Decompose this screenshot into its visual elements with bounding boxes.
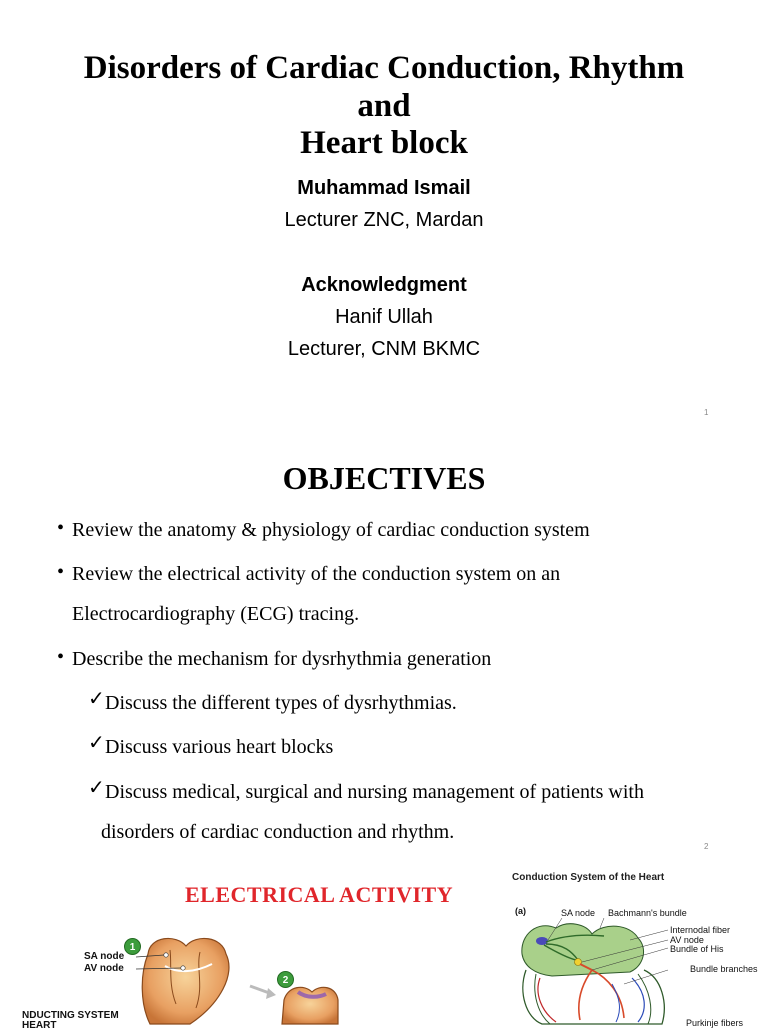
av-node-label: AV node bbox=[670, 935, 704, 945]
bullet-icon: • bbox=[57, 561, 65, 583]
panel-label: (a) bbox=[515, 906, 526, 916]
figure-caption-line-2: HEART bbox=[22, 1020, 57, 1031]
sa-node-label: SA node bbox=[561, 908, 596, 918]
author-name: Muhammad Ismail bbox=[297, 177, 471, 199]
step-badge-1: 1 bbox=[124, 938, 141, 955]
checkmark-icon: ✓ bbox=[88, 777, 105, 799]
sa-node-label: SA node bbox=[84, 951, 125, 962]
sub-objective-text: Discuss various heart blocks bbox=[105, 736, 334, 758]
objective-item bbox=[57, 561, 561, 586]
bundle-branches-label: Bundle branches bbox=[690, 964, 758, 974]
internodal-fiber-label: Internodal fiber bbox=[670, 925, 731, 935]
sub-objective-text-continued: disorders of cardiac conduction and rhythm. bbox=[101, 821, 455, 843]
figure-caption-line-1: NDUCTING SYSTEM bbox=[22, 1010, 119, 1021]
heart-1-shape bbox=[142, 938, 229, 1024]
objectives-title: OBJECTIVES bbox=[282, 460, 486, 496]
sub-objective-item bbox=[88, 688, 457, 715]
page-number: 2 bbox=[704, 842, 709, 851]
page-number: 1 bbox=[704, 408, 709, 417]
acknowledgment-role: Lecturer, CNM BKMC bbox=[287, 338, 481, 360]
bullet-icon: • bbox=[57, 646, 65, 668]
objective-item bbox=[57, 646, 492, 671]
acknowledgment-name: Hanif Ullah bbox=[335, 306, 433, 328]
objective-text: Describe the mechanism for dysrhythmia generation bbox=[72, 648, 492, 670]
acknowledgment-heading: Acknowledgment bbox=[301, 274, 467, 296]
objective-item bbox=[57, 517, 590, 542]
objective-text-continued: Electrocardiography (ECG) tracing. bbox=[72, 603, 360, 625]
purkinje-fibers-label: Purkinje fibers bbox=[686, 1018, 744, 1028]
av-node-label: AV node bbox=[84, 963, 124, 974]
electrical-activity-title: ELECTRICAL ACTIVITY bbox=[185, 882, 454, 907]
slide-title-line-1: Disorders of Cardiac Conduction, Rhythm bbox=[83, 50, 685, 86]
slide-title-line-2: and bbox=[357, 88, 411, 124]
slide-title-line-3: Heart block bbox=[300, 125, 468, 161]
sub-objective-item bbox=[88, 732, 334, 759]
checkmark-icon: ✓ bbox=[88, 688, 105, 710]
bachmann-bundle-label: Bachmann's bundle bbox=[608, 908, 687, 918]
objective-text: Review the electrical activity of the conduction system on an bbox=[72, 563, 561, 585]
step-badge-2: 2 bbox=[277, 971, 294, 988]
heart-2-shape bbox=[282, 987, 338, 1024]
sub-objective-item bbox=[88, 777, 644, 804]
author-role: Lecturer ZNC, Mardan bbox=[284, 209, 484, 231]
bundle-of-his-label: Bundle of His bbox=[670, 944, 724, 954]
sub-objective-text: Discuss the different types of dysrhythmias. bbox=[105, 692, 457, 714]
checkmark-icon: ✓ bbox=[88, 732, 105, 754]
bullet-icon: • bbox=[57, 517, 65, 539]
conduction-diagram bbox=[512, 914, 672, 1024]
sub-objective-text: Discuss medical, surgical and nursing management of patients with bbox=[105, 781, 644, 803]
objective-text: Review the anatomy & physiology of cardiac conduction system bbox=[72, 519, 590, 541]
conduction-figure-title: Conduction System of the Heart bbox=[512, 872, 665, 883]
